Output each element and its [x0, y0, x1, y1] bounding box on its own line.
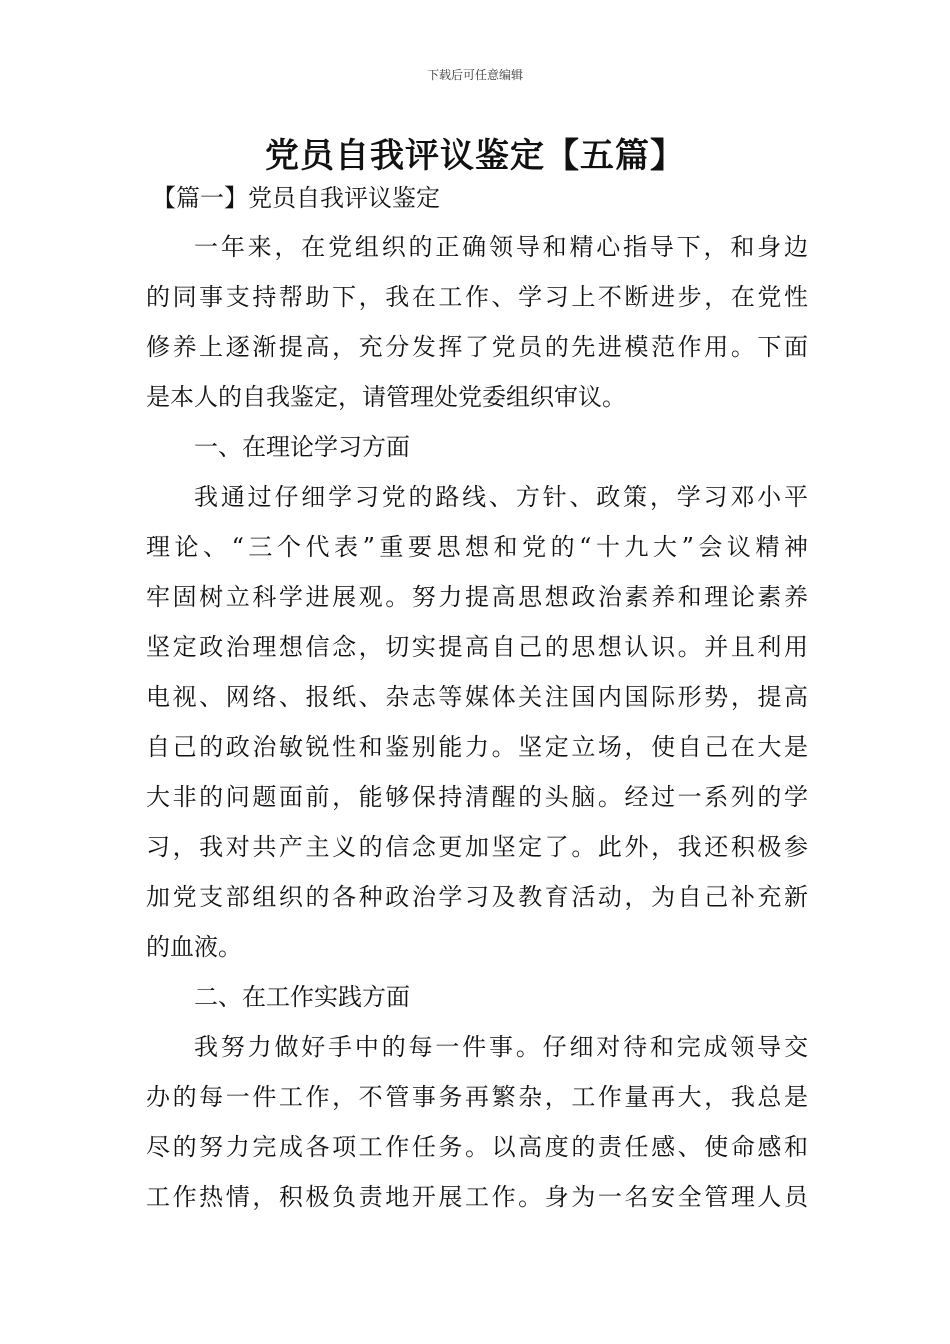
- paragraph-line: 自己的政治敏锐性和鉴别能力。坚定立场，使自己在大是: [146, 733, 808, 761]
- paragraph-line: 尽的努力完成各项工作任务。以高度的责任感、使命感和: [146, 1133, 808, 1161]
- paragraph-line: 办的每一件工作，不管事务再繁杂，工作量再大，我总是: [146, 1083, 808, 1111]
- header-note: 下载后可任意编辑: [426, 68, 523, 82]
- section-title: 【篇一】党员自我评议鉴定: [152, 184, 440, 212]
- paragraph-line: 牢固树立科学进展观。努力提高思想政治素养和理论素养: [146, 583, 808, 611]
- paragraph-line: 工作热情，积极负责地开展工作。身为一名安全管理人员: [146, 1183, 808, 1211]
- paragraph-line: 加党支部组织的各种政治学习及教育活动，为自己补充新: [146, 883, 808, 911]
- paragraph-line: 修养上逐渐提高，充分发挥了党员的先进模范作用。下面: [146, 333, 808, 361]
- paragraph-line: 的血液。: [146, 933, 242, 961]
- paragraph-line: 大非的问题面前，能够保持清醒的头脑。经过一系列的学: [146, 783, 808, 811]
- paragraph-line: 习，我对共产主义的信念更加坚定了。此外，我还积极参: [146, 833, 808, 861]
- subheading-practice: 二、在工作实践方面: [194, 983, 410, 1011]
- paragraph-line: 一年来，在党组织的正确领导和精心指导下，和身边: [194, 233, 808, 261]
- paragraph-line: 我努力做好手中的每一件事。仔细对待和完成领导交: [194, 1033, 808, 1061]
- paragraph-line: 我通过仔细学习党的路线、方针、政策，学习邓小平: [194, 483, 808, 511]
- paragraph-line: 理论、“三个代表”重要思想和党的“十九大”会议精神: [146, 533, 808, 561]
- paragraph-line: 坚定政治理想信念，切实提高自己的思想认识。并且利用: [146, 633, 808, 661]
- subheading-theory: 一、在理论学习方面: [194, 433, 410, 461]
- paragraph-line: 电视、网络、报纸、杂志等媒体关注国内国际形势，提高: [146, 683, 808, 711]
- paragraph-line: 的同事支持帮助下，我在工作、学习上不断进步，在党性: [146, 283, 808, 311]
- document-title: 党员自我评议鉴定【五篇】: [265, 136, 685, 176]
- paragraph-line: 是本人的自我鉴定，请管理处党委组织审议。: [146, 383, 626, 411]
